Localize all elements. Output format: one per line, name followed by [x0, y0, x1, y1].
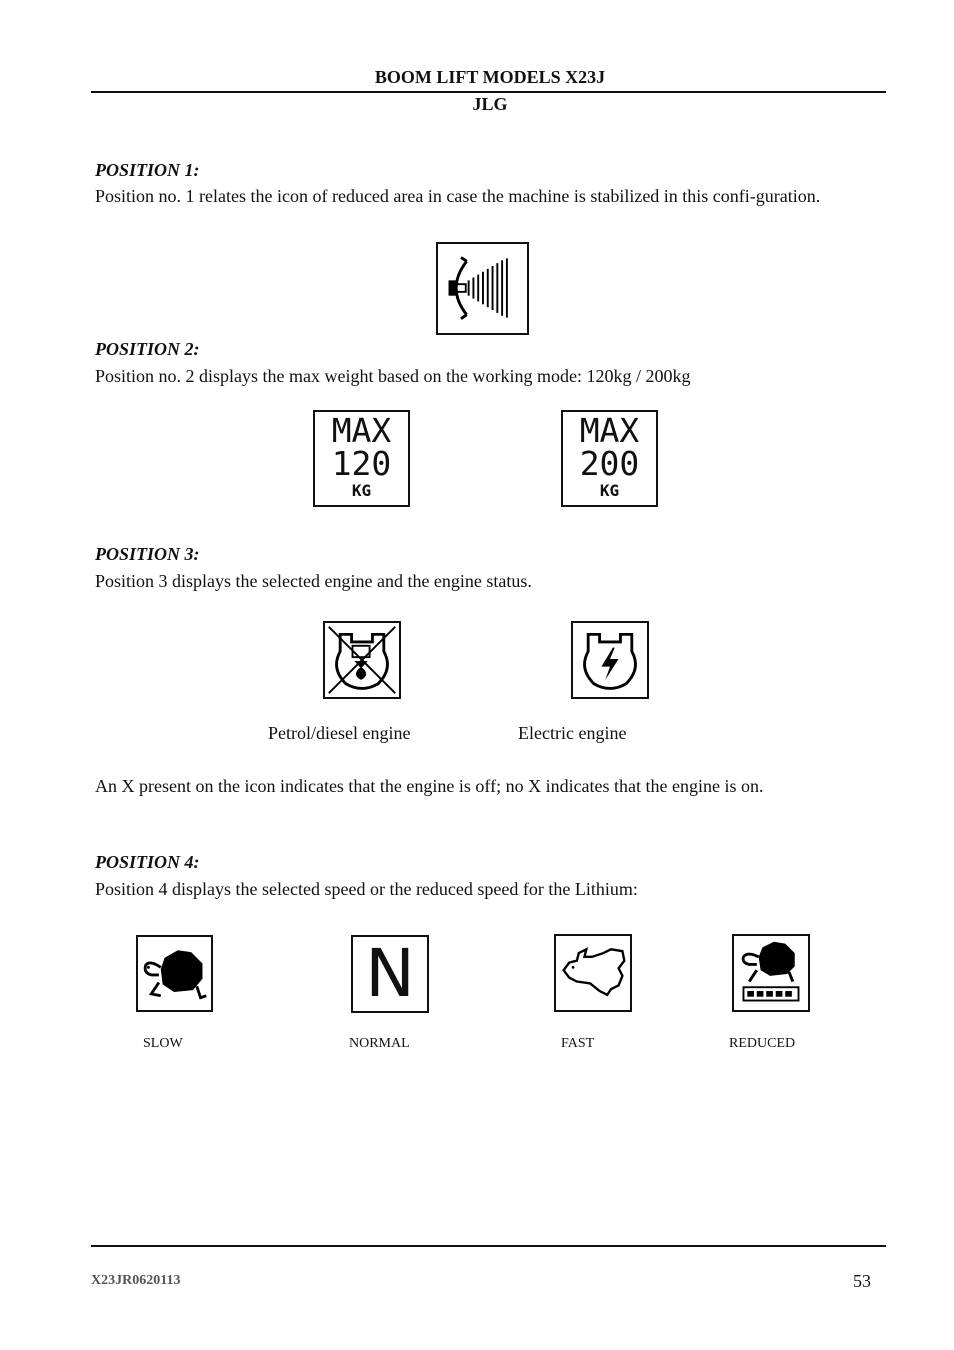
reduced-area-icon [436, 242, 529, 335]
position-1-heading: POSITION 1: [95, 160, 200, 180]
max-120-line2: 120 [331, 444, 392, 483]
page-number: 53 [853, 1271, 871, 1291]
rabbit-fast-icon [554, 934, 632, 1012]
slow-caption: SLOW [143, 1036, 183, 1051]
engine-status-note: An X present on the icon indicates that the engine is off; no X indicates that the engine is on. [95, 776, 764, 796]
turtle-slow-icon [136, 935, 213, 1012]
normal-letter: N [365, 935, 415, 1012]
electric-caption: Electric engine [518, 723, 627, 743]
electric-engine-icon [571, 621, 649, 699]
position-1-text: Position no. 1 relates the icon of reduced area in case the machine is stabilized in this confi-guration. [95, 186, 821, 206]
position-3-text: Position 3 displays the selected engine and the engine status. [95, 571, 532, 591]
position-3-heading: POSITION 3: [95, 544, 200, 564]
max-120-line1: MAX [331, 411, 392, 450]
max-120-line3: KG [351, 481, 372, 500]
position-2-text: Position no. 2 displays the max weight based on the working mode: 120kg / 200kg [95, 366, 691, 386]
document-brand: JLG [472, 94, 508, 114]
turtle-reduced-battery-icon [732, 934, 810, 1012]
fast-caption: FAST [561, 1036, 595, 1051]
document-code: X23JR0620113 [91, 1273, 181, 1288]
reduced-caption: REDUCED [729, 1036, 796, 1051]
max-200kg-icon [561, 410, 658, 507]
position-2-heading: POSITION 2: [95, 339, 200, 359]
footer-rule [91, 1245, 886, 1247]
max-200-line2: 200 [579, 444, 640, 483]
position-4-heading: POSITION 4: [95, 852, 200, 872]
petrol-diesel-caption: Petrol/diesel engine [268, 723, 411, 743]
max-120kg-icon [313, 410, 410, 507]
petrol-diesel-engine-off-icon [323, 621, 401, 699]
max-200-line1: MAX [579, 411, 640, 450]
max-200-line3: KG [599, 481, 620, 500]
normal-speed-icon [351, 935, 429, 1013]
document-title: BOOM LIFT MODELS X23J [374, 67, 606, 87]
normal-caption: NORMAL [349, 1036, 410, 1051]
position-4-text: Position 4 displays the selected speed or the reduced speed for the Lithium: [95, 879, 638, 899]
header-rule [91, 91, 886, 93]
